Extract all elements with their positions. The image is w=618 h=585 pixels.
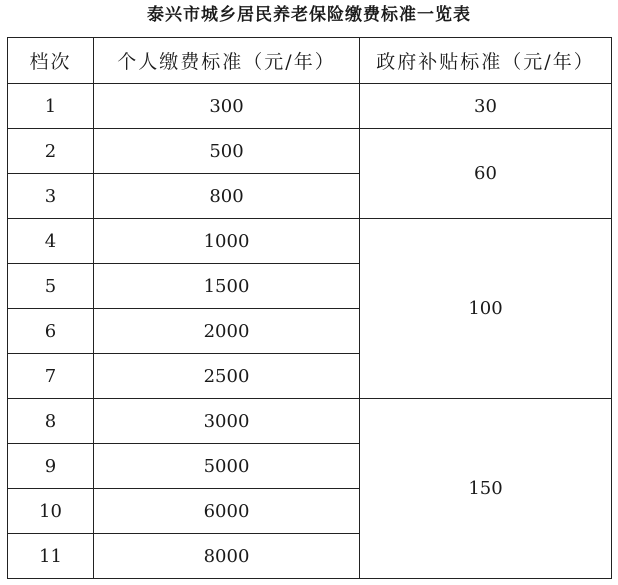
personal-fee-cell: 5000 bbox=[94, 444, 360, 489]
level-cell: 2 bbox=[8, 129, 94, 174]
subsidy-cell: 150 bbox=[360, 399, 612, 579]
level-cell: 6 bbox=[8, 309, 94, 354]
table-row bbox=[8, 129, 612, 174]
header-level: 档次 bbox=[8, 38, 94, 84]
header-personal-fee: 个人缴费标准（元/年） bbox=[94, 38, 360, 84]
level-cell: 3 bbox=[8, 174, 94, 219]
personal-fee-cell: 300 bbox=[94, 84, 360, 129]
personal-fee-cell: 6000 bbox=[94, 489, 360, 534]
level-cell: 11 bbox=[8, 534, 94, 579]
level-cell: 1 bbox=[8, 84, 94, 129]
level-cell: 7 bbox=[8, 354, 94, 399]
table-row bbox=[8, 219, 612, 264]
subsidy-cell: 60 bbox=[360, 129, 612, 219]
table-row bbox=[8, 399, 612, 444]
level-cell: 5 bbox=[8, 264, 94, 309]
table-row bbox=[8, 84, 612, 129]
level-cell: 8 bbox=[8, 399, 94, 444]
personal-fee-cell: 1500 bbox=[94, 264, 360, 309]
subsidy-cell: 30 bbox=[360, 84, 612, 129]
level-cell: 10 bbox=[8, 489, 94, 534]
personal-fee-cell: 8000 bbox=[94, 534, 360, 579]
header-government-subsidy: 政府补贴标准（元/年） bbox=[360, 38, 612, 84]
page-title: 泰兴市城乡居民养老保险缴费标准一览表 bbox=[147, 5, 471, 25]
table-header-row bbox=[8, 38, 612, 84]
personal-fee-cell: 2000 bbox=[94, 309, 360, 354]
personal-fee-cell: 3000 bbox=[94, 399, 360, 444]
subsidy-cell: 100 bbox=[360, 219, 612, 399]
personal-fee-cell: 1000 bbox=[94, 219, 360, 264]
fee-standard-table bbox=[7, 37, 612, 579]
level-cell: 4 bbox=[8, 219, 94, 264]
personal-fee-cell: 800 bbox=[94, 174, 360, 219]
personal-fee-cell: 2500 bbox=[94, 354, 360, 399]
personal-fee-cell: 500 bbox=[94, 129, 360, 174]
level-cell: 9 bbox=[8, 444, 94, 489]
